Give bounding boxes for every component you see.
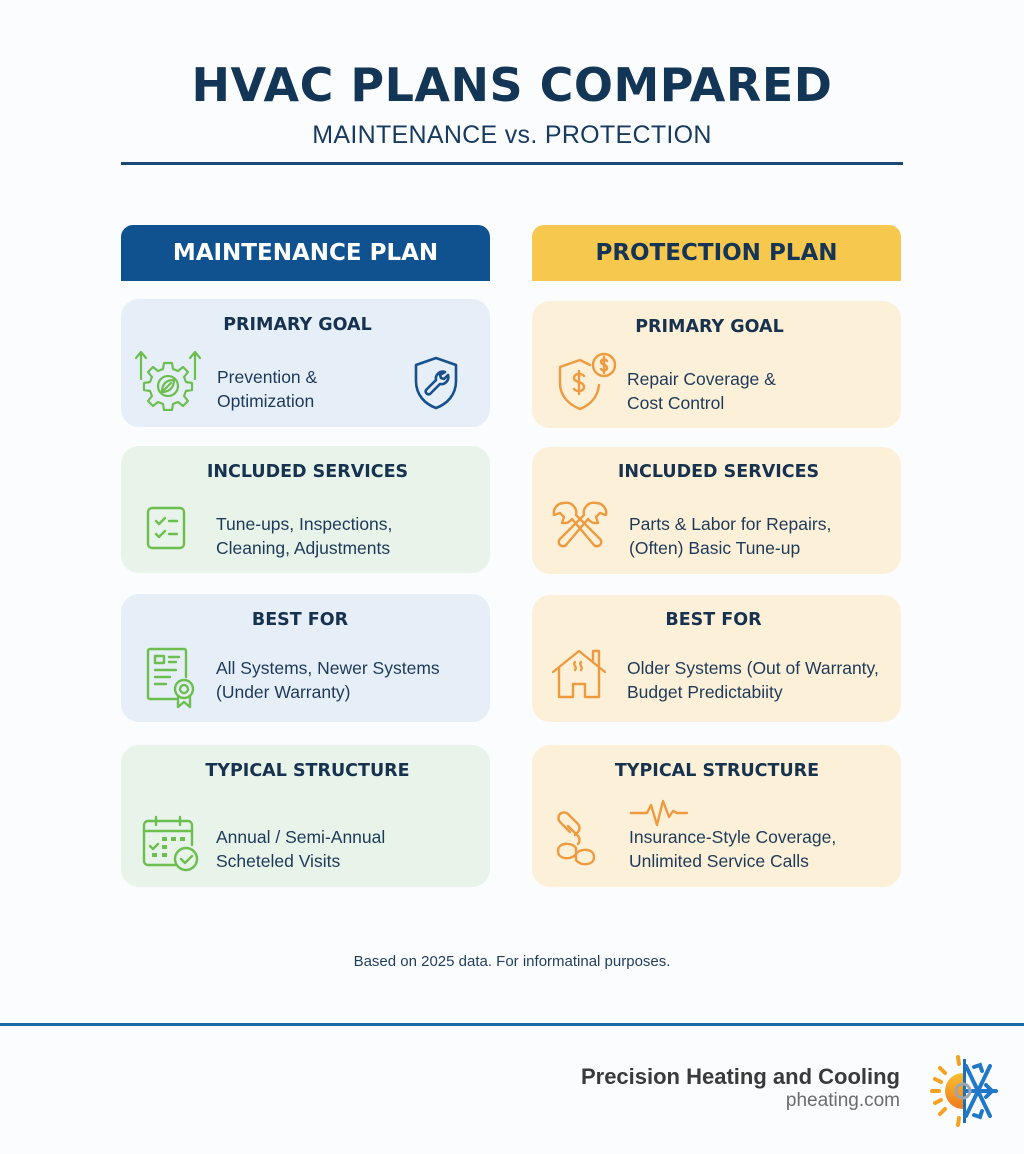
brand-url-link[interactable]: pheating.com (785, 1090, 900, 1111)
card-title: TYPICAL STRUCTURE (205, 761, 410, 781)
gear-leaf-arrows-icon (133, 349, 203, 411)
protection-typical-structure-card (532, 745, 901, 887)
protection-plan-header: PROTECTION PLAN (532, 225, 901, 281)
maintenance-typical-structure-card (121, 745, 490, 887)
card-text: Older Systems (Out of Warranty, Budget Predictabiity (627, 658, 879, 702)
checklist-icon (146, 506, 186, 550)
maintenance-best-for-card (121, 594, 490, 722)
certificate-icon (146, 647, 198, 709)
shield-dollar-icon (556, 351, 618, 411)
page-subtitle: MAINTENANCE vs. PROTECTION (312, 121, 712, 149)
protection-primary-goal-card (532, 301, 901, 428)
footer-divider (0, 1023, 1024, 1026)
crossed-wrenches-icon (550, 499, 610, 553)
heartbeat-icon (629, 797, 689, 827)
title-divider (121, 162, 903, 165)
protection-best-for-card (532, 595, 901, 722)
disclaimer-note: Based on 2025 data. For informatinal purposes. (353, 953, 671, 970)
brand-name: Precision Heating and Cooling (580, 1064, 900, 1089)
protection-included-services-card (532, 447, 901, 574)
calendar-check-icon (142, 815, 200, 873)
maintenance-primary-goal-card (121, 299, 490, 427)
card-text: All Systems, Newer Systems (Under Warranty) (216, 658, 440, 702)
house-heat-icon (551, 648, 609, 700)
card-title: TYPICAL STRUCTURE (614, 761, 820, 781)
card-text: Parts & Labor for Repairs, (Often) Basic Tune-up (629, 514, 832, 558)
card-title: BEST FOR (665, 610, 762, 630)
card-text: Annual / Semi-Annual Scheteled Visits (216, 827, 386, 871)
sun-snowflake-logo-icon (926, 1054, 1000, 1133)
card-text: Repair Coverage & Cost Control (627, 369, 776, 413)
card-title: INCLUDED SERVICES (617, 462, 820, 482)
card-text: Insurance-Style Coverage, Unlimited Service Calls (629, 827, 837, 871)
page-title: HVAC PLANS COMPARED (191, 58, 833, 112)
chain-link-icon (552, 810, 602, 866)
shield-wrench-icon (411, 355, 461, 411)
card-title: BEST FOR (251, 610, 349, 630)
card-title: INCLUDED SERVICES (206, 462, 409, 482)
maintenance-plan-header: MAINTENANCE PLAN (121, 225, 490, 281)
card-title: PRIMARY GOAL (223, 315, 372, 335)
maintenance-included-services-card (121, 446, 490, 573)
card-title: PRIMARY GOAL (635, 317, 784, 337)
card-text: Prevention & Optimization (217, 367, 318, 411)
card-text: Tune-ups, Inspections, Cleaning, Adjustments (216, 514, 393, 558)
